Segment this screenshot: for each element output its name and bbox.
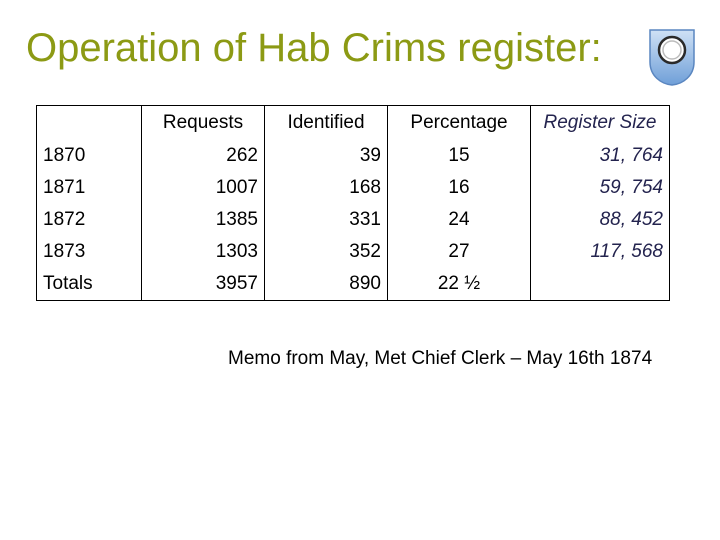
year-cell: 1873: [37, 236, 142, 268]
register-size-cell: 31, 764: [531, 140, 670, 172]
table-row: [37, 172, 670, 204]
table-row: [37, 140, 670, 172]
requests-cell: 262: [142, 140, 265, 172]
requests-cell: 1385: [142, 204, 265, 236]
requests-cell: 1007: [142, 172, 265, 204]
totals-label-cell: Totals: [37, 268, 142, 301]
year-cell: 1871: [37, 172, 142, 204]
identified-cell: 331: [265, 204, 388, 236]
table-header-row: [37, 106, 670, 141]
identified-cell: 39: [265, 140, 388, 172]
shield-logo-icon: [647, 28, 697, 86]
percentage-cell: 27: [388, 236, 531, 268]
register-table: [36, 105, 670, 301]
percentage-total-cell: 22 ½: [388, 268, 531, 301]
table-row: [37, 204, 670, 236]
header-cell-year: [37, 106, 142, 141]
memo-caption: Memo from May, Met Chief Clerk – May 16th 1874: [228, 348, 653, 369]
header-cell-identified: Identified: [265, 106, 388, 141]
percentage-cell: 16: [388, 172, 531, 204]
table-row: [37, 236, 670, 268]
requests-total-cell: 3957: [142, 268, 265, 301]
identified-cell: 168: [265, 172, 388, 204]
percentage-cell: 15: [388, 140, 531, 172]
header-cell-requests: Requests: [142, 106, 265, 141]
register-size-cell: 117, 568: [531, 236, 670, 268]
identified-cell: 352: [265, 236, 388, 268]
register-size-cell: 88, 452: [531, 204, 670, 236]
page-title: Operation of Hab Crims register:: [26, 26, 602, 70]
header-cell-register-size: Register Size: [531, 106, 670, 141]
requests-cell: 1303: [142, 236, 265, 268]
year-cell: 1870: [37, 140, 142, 172]
identified-total-cell: 890: [265, 268, 388, 301]
percentage-cell: 24: [388, 204, 531, 236]
totals-row: [37, 268, 670, 301]
year-cell: 1872: [37, 204, 142, 236]
header-cell-percentage: Percentage: [388, 106, 531, 141]
register-size-cell: 59, 754: [531, 172, 670, 204]
register-size-total-cell: [531, 268, 670, 301]
